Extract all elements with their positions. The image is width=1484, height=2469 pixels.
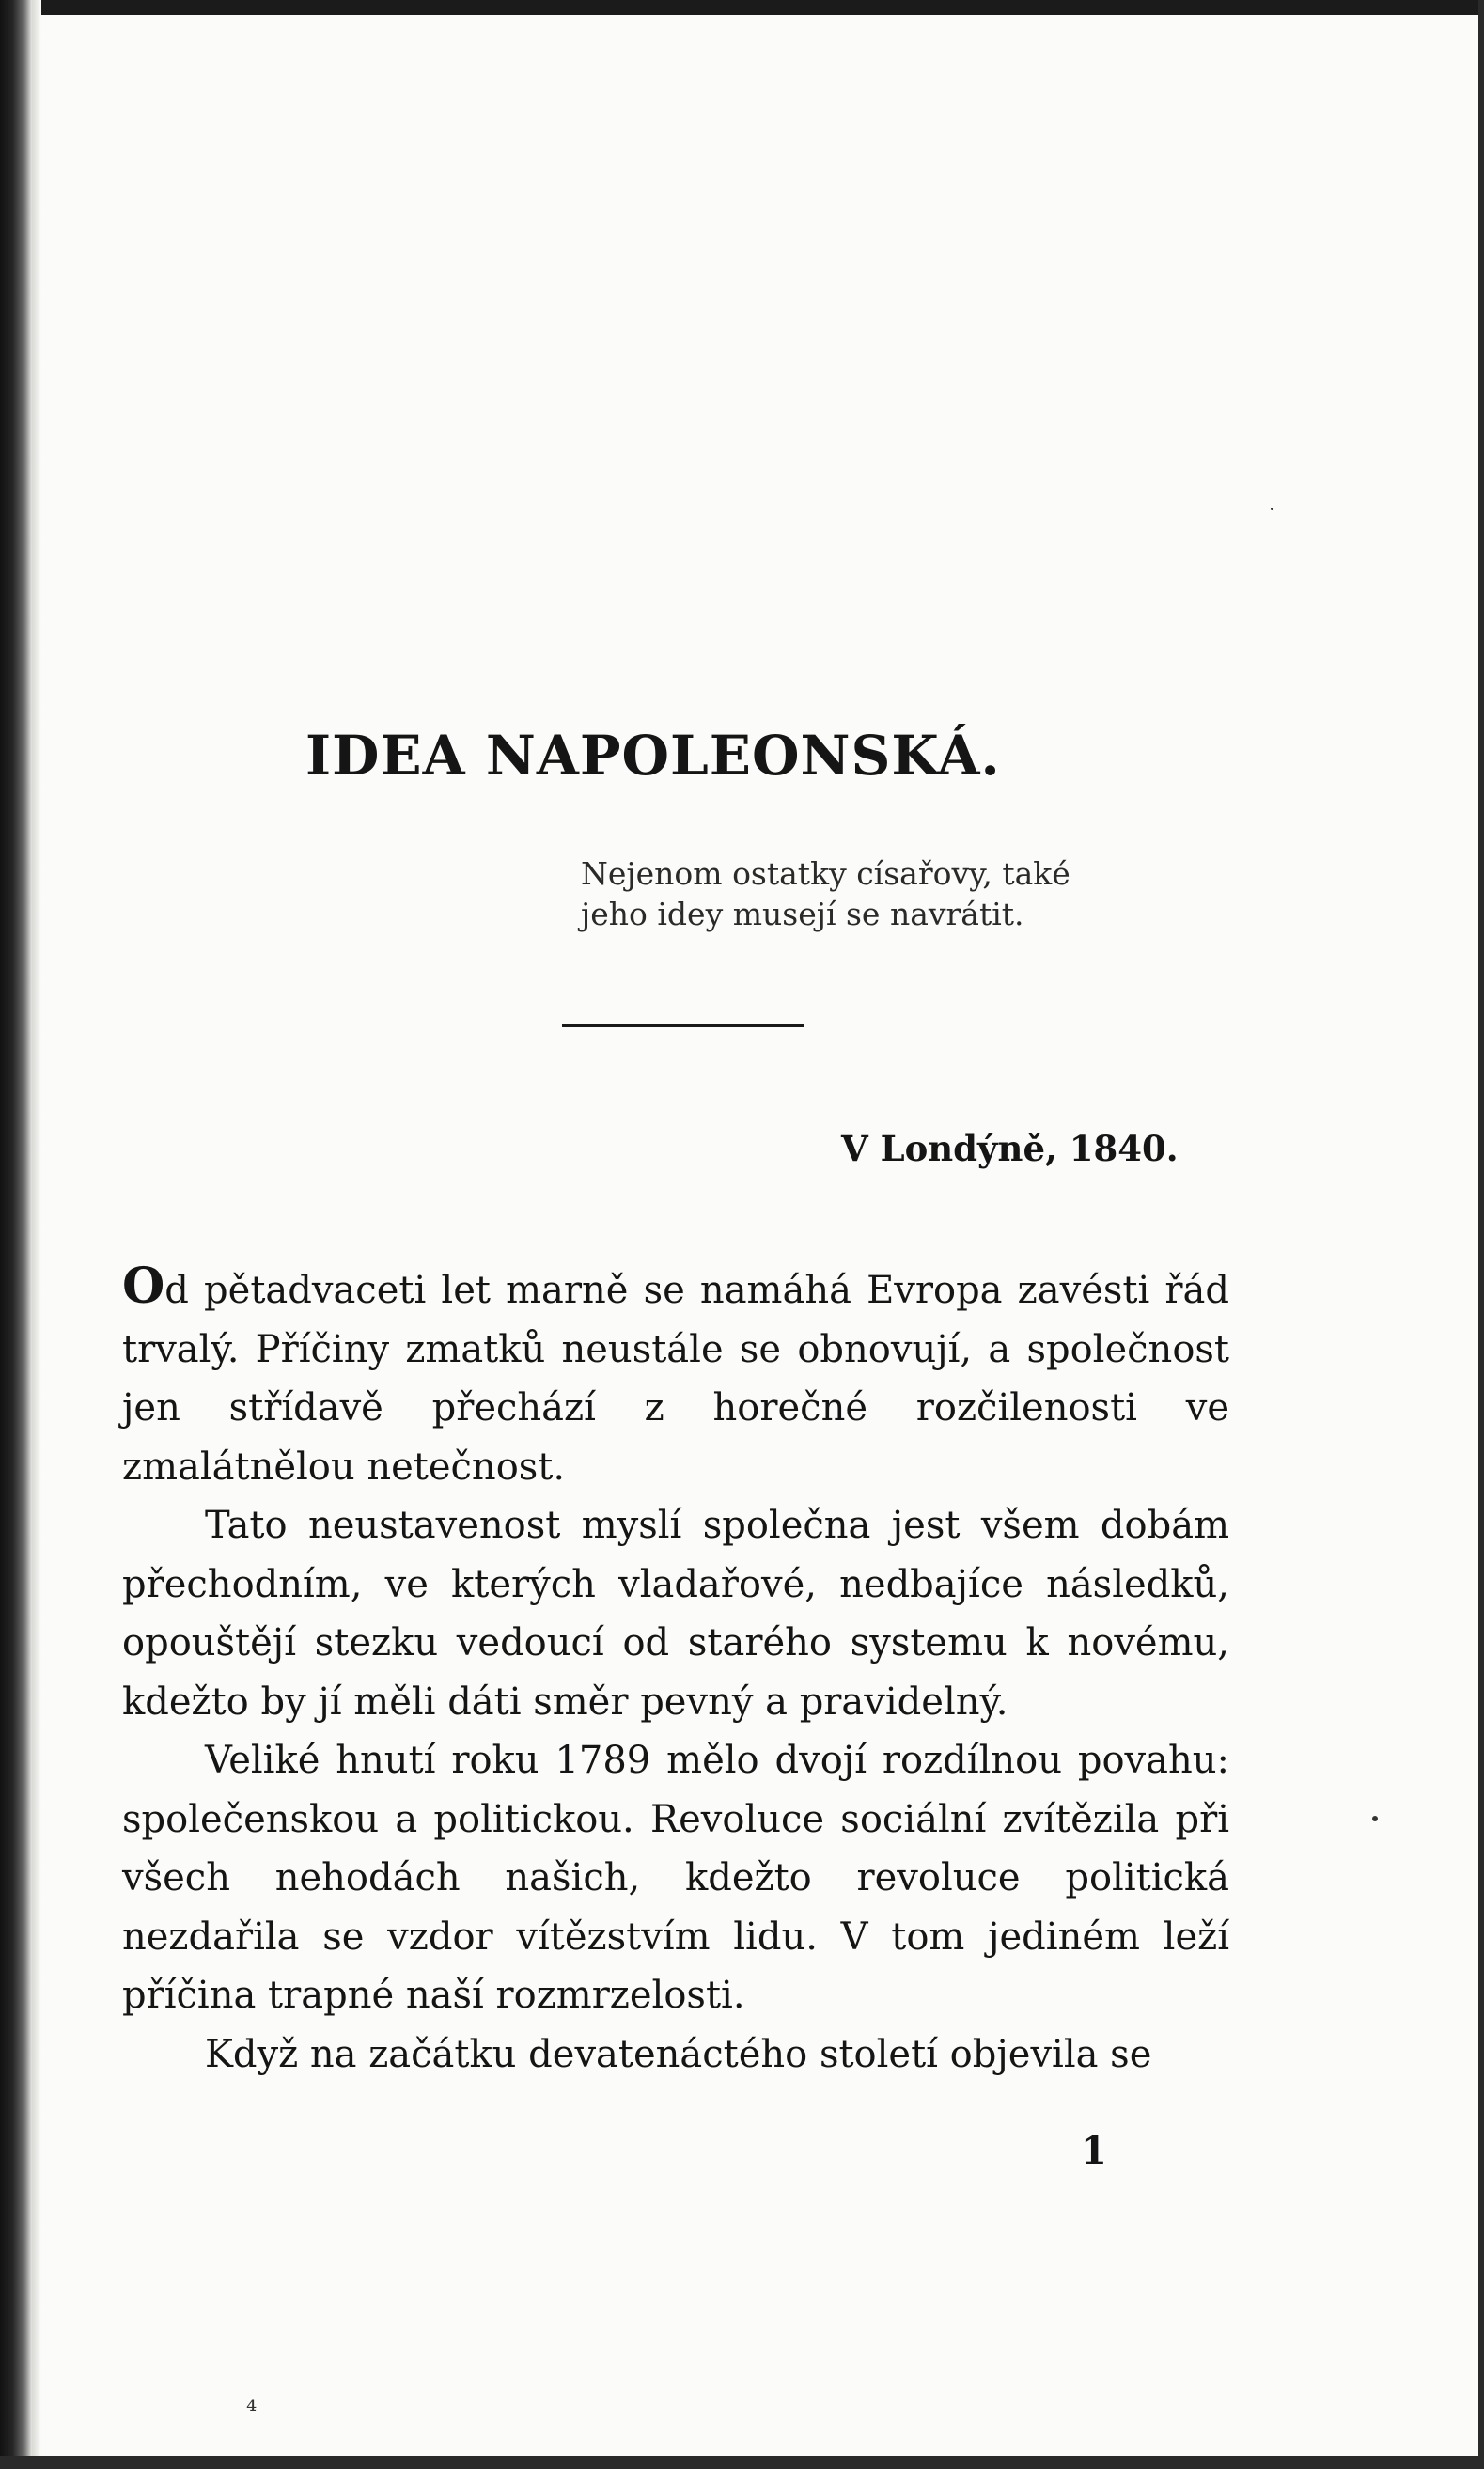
scan-gutter-shadow xyxy=(32,0,41,2469)
paragraph: Tato neustavenost myslí společna jest všem dobám přechodním, ve kterých vladařové, nedbajíce následků, opouštějí stezku vedoucí od starého systemu k novému, kdežto by jí měli dáti směr pevný a pravidelný. xyxy=(122,1504,1229,1724)
scan-edge-top xyxy=(0,0,1484,15)
scan-edge-right xyxy=(1478,0,1484,2469)
paragraph: Když na začátku devatenáctého století objevila se xyxy=(205,2032,1152,2076)
scan-speck xyxy=(1271,508,1273,510)
scan-edge-left xyxy=(0,0,32,2469)
drop-cap: O xyxy=(122,1258,165,1315)
scan-edge-bottom xyxy=(0,2456,1484,2469)
paragraph-text: d pětadvaceti let marně se namáhá Evropa zavésti řád trvalý. Příčiny zmatků neustále se obnovují, a společnost jen střídavě přechází z horečné rozčilenosti ve zmalátnělou netečnost. xyxy=(122,1269,1229,1489)
epigraph xyxy=(581,853,1164,934)
scan-speck xyxy=(1372,1816,1378,1821)
epigraph-line: jeho idey musejí se navrátit. xyxy=(581,896,1024,932)
dateline: V Londýně, 1840. xyxy=(841,1128,1179,1169)
chapter-title: IDEA NAPOLEONSKÁ. xyxy=(305,724,1001,788)
paragraph xyxy=(122,1258,1229,1496)
page-number: 1 xyxy=(1081,2129,1107,2173)
body-text xyxy=(122,1258,1229,2084)
paragraph: Veliké hnutí roku 1789 mělo dvojí rozdílnou povahu: společenskou a politickou. Revoluce sociální zvítězila při všech nehodách našich, kdežto revoluce politická nezdařila se vzdor vítězstvím lidu. V tom jediném leží příčina trapné naší rozmrzelosti. xyxy=(122,1739,1229,2017)
epigraph-line: Nejenom ostatky císařovy, také xyxy=(581,855,1070,892)
printer-mark: ⁴ xyxy=(246,2395,258,2426)
separator-rule xyxy=(562,1024,804,1027)
